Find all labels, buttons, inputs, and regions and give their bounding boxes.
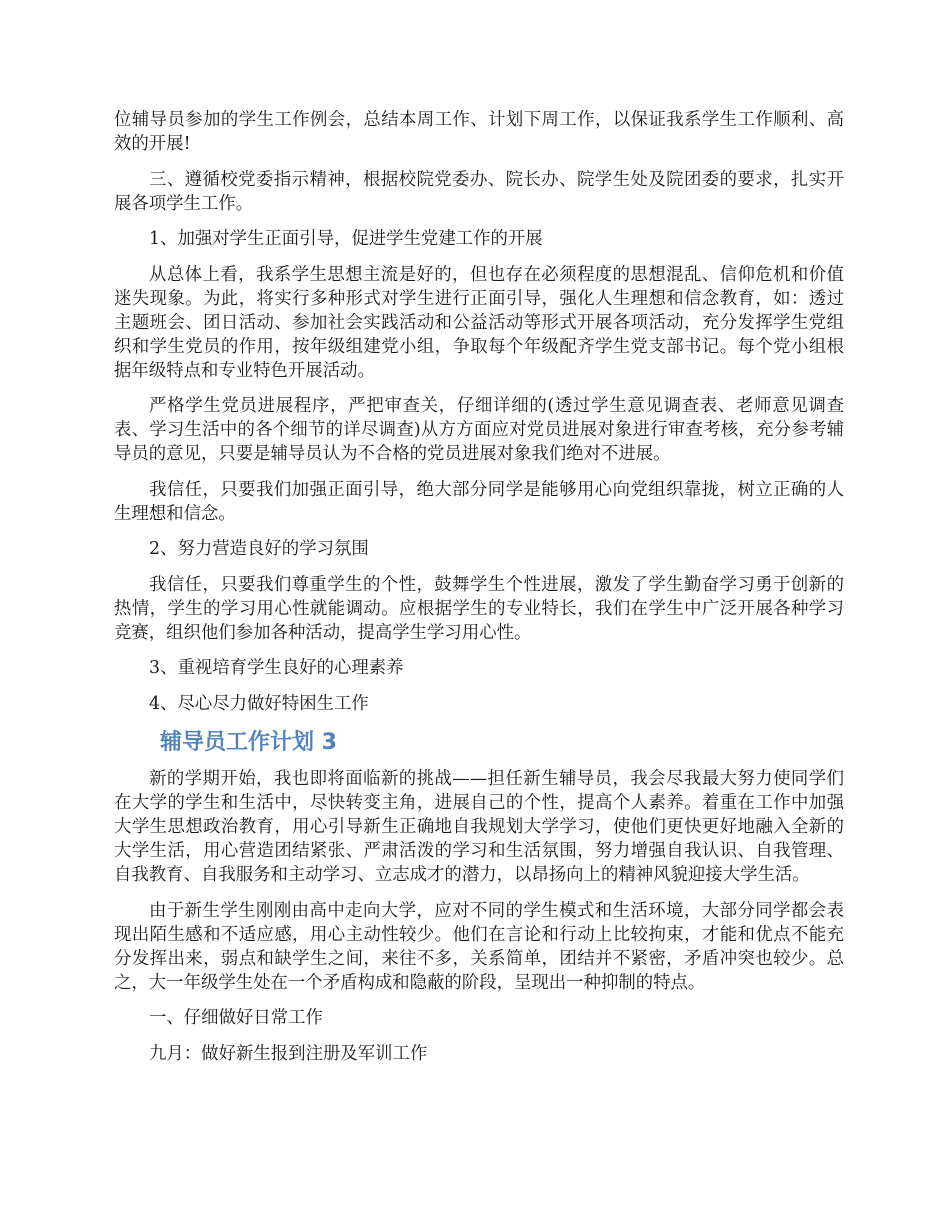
document-page — [114, 108, 844, 1077]
paragraph: 1、加强对学生正面引导，促进学生党建工作的开展 — [149, 229, 543, 249]
paragraph: 我信任，只要我们加强正面引导，绝大部分同学是能够用心向党组织靠拢，树立正确的人生理想和信念。 — [114, 479, 844, 524]
paragraph: 3、重视培育学生良好的心理素养 — [149, 658, 404, 678]
paragraph: 4、尽心尽力做好特困生工作 — [149, 693, 369, 714]
paragraph: 位辅导员参加的学生工作例会，总结本周工作、计划下周工作，以保证我系学生工作顺利、高效的开展! — [114, 110, 844, 154]
paragraph: 新的学期开始，我也即将面临新的挑战——担任新生辅导员，我会尽我最大努力使同学们在大学的学生和生活中，尽快转变主角，进展自己的个性，提高个人素养。着重在工作中加强大学生思想政治教育，用心引导新生正确地自我规划大学学习，使他们更快更好地融入全新的大学生活，用心营造团结紧张、严肃活泼的学习和生活氛围，努力增强自我认识、自我管理、自我教育、自我服务和主动学习、立志成才的潜力，以昂扬向上的精神风貌迎接大学生活。 — [114, 769, 844, 885]
section-heading: 辅导员工作计划 3 — [160, 730, 337, 755]
paragraph: 九月：做好新生报到注册及军训工作 — [149, 1043, 428, 1064]
paragraph: 由于新生学生刚刚由高中走向大学，应对不同的学生模式和生活环境，大部分同学都会表现出陌生感和不适应感，用心主动性较少。他们在言论和行动上比较拘束，才能和优点不能充分发挥出来，弱点和缺学生之间，来往不多，关系简单，团结并不紧密，矛盾冲突也较少。总之，大一年级学生处在一个矛盾构成和隐蔽的阶段，呈现出一种抑制的特点。 — [114, 900, 844, 993]
paragraph: 三、遵循校党委指示精神，根据校院党委办、院长办、院学生处及院团委的要求，扎实开展各项学生工作。 — [114, 169, 844, 214]
paragraph: 一、仔细做好日常工作 — [149, 1008, 323, 1028]
paragraph: 从总体上看，我系学生思想主流是好的，但也存在必须程度的思想混乱、信仰危机和价值迷失现象。为此，将实行多种形式对学生进行正面引导，强化人生理想和信念教育，如：透过主题班会、团日活动、参加社会实践活动和公益活动等形式开展各项活动，充分发挥学生党组织和学生党员的作用，按年级组建党小组，争取每个年级配齐学生党支部书记。每个党小组根据年级特点和专业特色开展活动。 — [114, 264, 844, 381]
paragraph: 严格学生党员进展程序，严把审查关，仔细详细的(透过学生意见调查表、老师意见调查表、学习生活中的各个细节的详尽调查)从方方面应对党员进展对象进行审查考核，充分参考辅导员的意见，只要是辅导员认为不合格的党员进展对象我们绝对不进展。 — [114, 396, 844, 464]
paragraph: 我信任，只要我们尊重学生的个性，鼓舞学生个性进展，激发了学生勤奋学习勇于创新的热情，学生的学习用心性就能调动。应根据学生的专业特长，我们在学生中广泛开展各种学习竞赛，组织他们参加各种活动，提高学生学习用心性。 — [114, 574, 844, 643]
paragraph: 2、努力营造良好的学习氛围 — [149, 539, 369, 559]
